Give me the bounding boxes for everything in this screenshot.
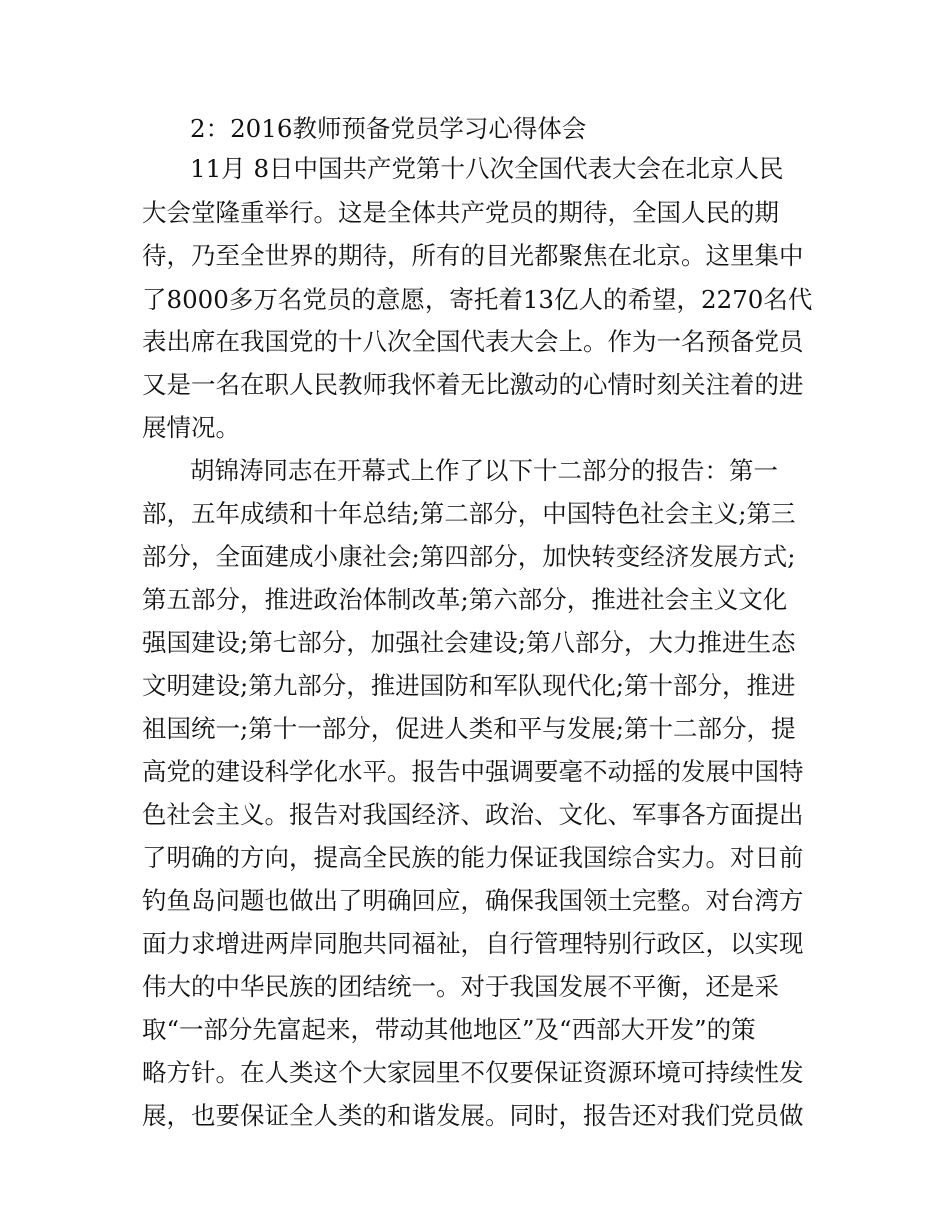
- paragraph-line: 色社会主义。报告对我国经济、政治、文化、军事各方面提出: [142, 800, 804, 829]
- paragraph-line: 待，乃至全世界的期待，所有的目光都聚焦在北京。这里集中: [142, 241, 804, 270]
- paragraph-line: 文明建设;第九部分，推进国防和军队现代化;第十部分，推进: [142, 671, 796, 700]
- paragraph-line: 了明确的方向，提高全民族的能力保证我国综合实力。对日前: [142, 843, 804, 872]
- paragraph-line: 表出席在我国党的十八次全国代表大会上。作为一名预备党员: [142, 327, 804, 356]
- paragraph-line: 高党的建设科学化水平。报告中强调要毫不动摇的发展中国特: [142, 757, 804, 786]
- paragraph-line: 伟大的中华民族的团结统一。对于我国发展不平衡，还是采: [142, 972, 779, 1001]
- paragraph-line: 部，五年成绩和十年总结;第二部分，中国特色社会主义;第三: [142, 499, 796, 528]
- paragraph-line: 取“一部分先富起来，带动其他地区”及“西部大开发”的策: [142, 1015, 756, 1044]
- paragraph-line: 11月 8日中国共产党第十八次全国代表大会在北京人民: [190, 154, 784, 183]
- paragraph-line: 大会堂隆重举行。这是全体共产党员的期待，全国人民的期: [142, 198, 779, 227]
- paragraph-line: 部分，全面建成小康社会;第四部分，加快转变经济发展方式;: [142, 542, 796, 571]
- paragraph-line: 又是一名在职人民教师我怀着无比激动的心情时刻关注着的进: [142, 370, 804, 399]
- paragraph-line: 钓鱼岛问题也做出了明确回应，确保我国领土完整。对台湾方: [142, 886, 804, 915]
- paragraph-line: 祖国统一;第十一部分，促进人类和平与发展;第十二部分，提: [142, 714, 796, 743]
- paragraph-line: 胡锦涛同志在开幕式上作了以下十二部分的报告：第一: [190, 456, 778, 485]
- paragraph-line: 第五部分，推进政治体制改革;第六部分，推进社会主义文化: [142, 585, 788, 614]
- paragraph-line: 了8000多万名党员的意愿，寄托着13亿人的希望，2270名代: [142, 285, 813, 314]
- paragraph-line: 面力求增进两岸同胞共同福祉，自行管理特别行政区，以实现: [142, 929, 804, 958]
- paragraph-line: 强国建设;第七部分，加强社会建设;第八部分，大力推进生态: [142, 628, 796, 657]
- paragraph-line: 展，也要保证全人类的和谐发展。同时，报告还对我们党员做: [142, 1101, 804, 1130]
- paragraph-line: 展情况。: [142, 413, 240, 442]
- section-heading: 2：2016教师预备党员学习心得体会: [190, 114, 587, 143]
- paragraph-line: 略方针。在人类这个大家园里不仅要保证资源环境可持续性发: [142, 1058, 804, 1087]
